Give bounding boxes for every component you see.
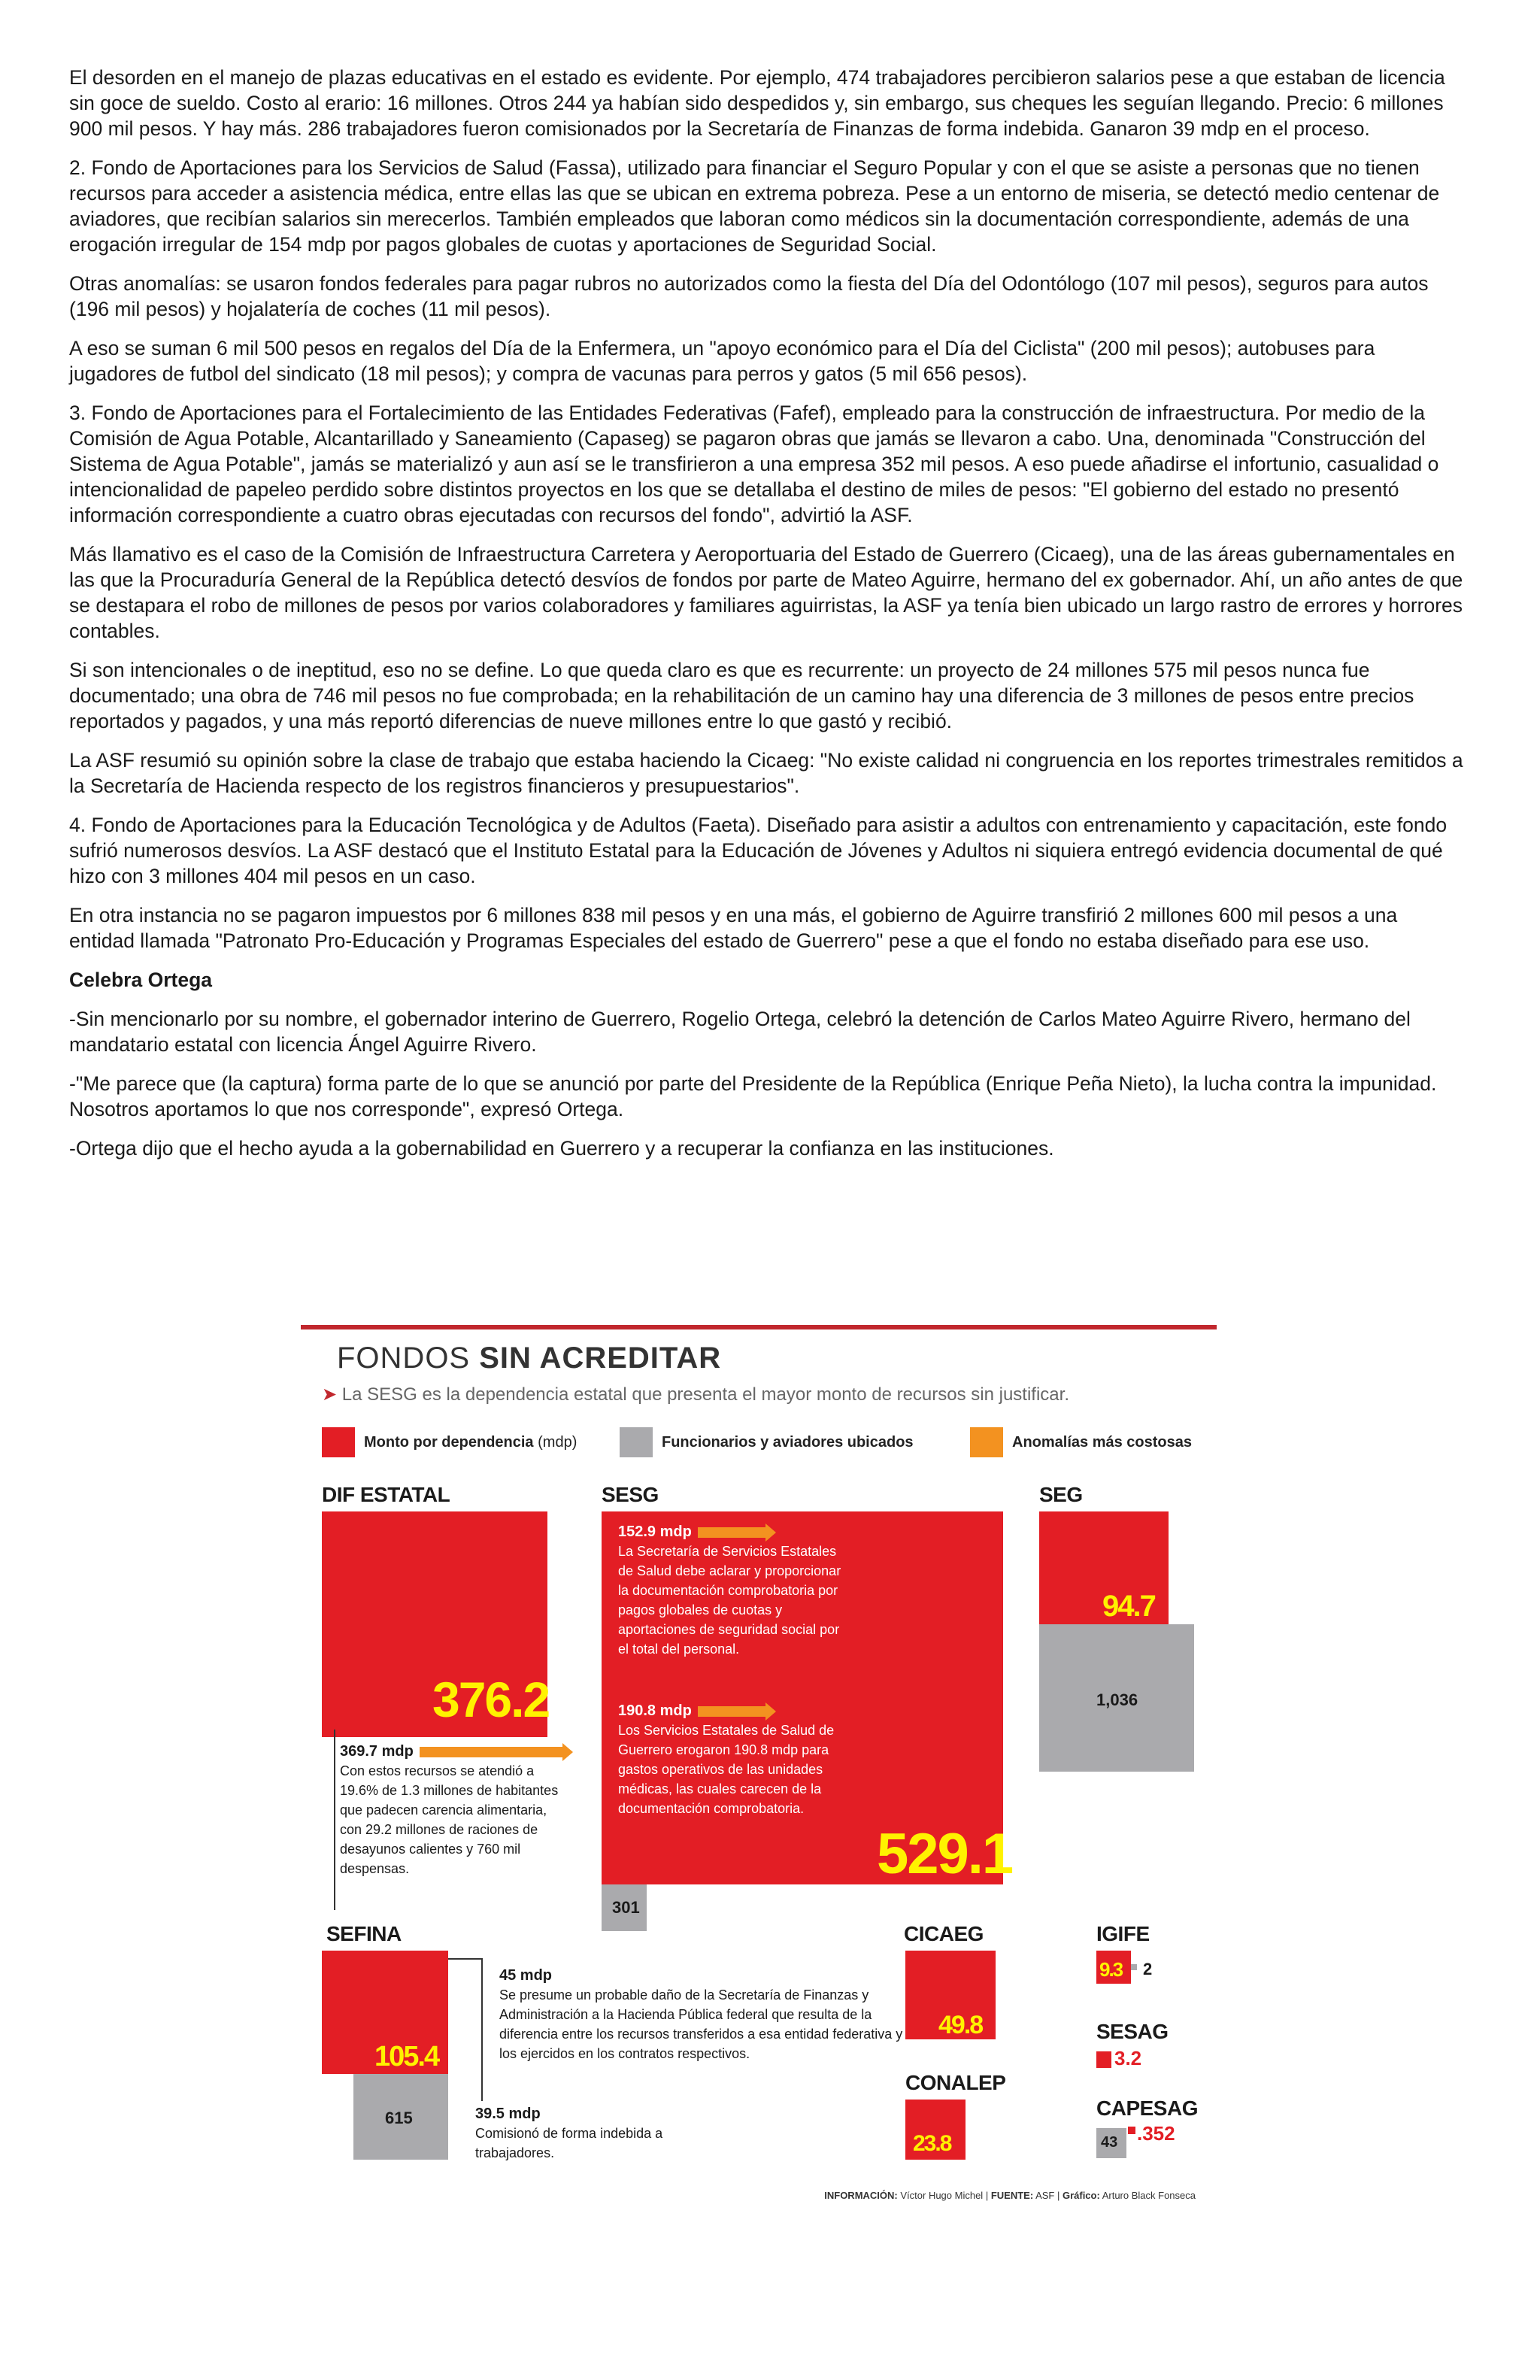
article-paragraph: -"Me parece que (la captura) forma parte de lo que se anunció por parte del Presidente de la República (Enrique Peña Nieto), la lucha contra la impunidad. Nosotros aportamos lo que nos corresponde", expresó Ortega. (69, 1072, 1437, 1120)
credits: INFORMACIÓN: Víctor Hugo Michel | FUENTE: ASF | Gráfico: Arturo Black Fonseca (824, 2190, 1196, 2201)
label-capesag: CAPESAG (1096, 2097, 1198, 2120)
legend-swatch-orange (970, 1427, 1003, 1457)
orange-arrow-icon (698, 1527, 765, 1538)
article-paragraph: 3. Fondo de Aportaciones para el Fortalecimiento de las Entidades Federativas (Fafef), empleado para la construcción de infraestructura. Por medio de la Comisión de Agua Potable, Alcantarillado y Saneamiento (Capaseg) se pagaron obras que jamás se llevaron a cabo. Una, denominada "Construcción del Sistema de Agua Potable", jamás se materializó y aun así se le transfirieron a una empresa 352 mil pesos. A eso puede añadirse el infortunio, casualidad o intencionalidad de papeleo perdido sobre distintos proyectos en los que se detallaba el destino de miles de pesos: "El gobierno del estado no presentó información correspondiente a cuatro obras ejecutadas con recursos del fondo", advirtió la ASF. (69, 402, 1439, 526)
value-sesg-officials: 301 (612, 1898, 640, 1917)
callout-line (448, 1958, 481, 1960)
article-body (69, 65, 1466, 1175)
label-conalep: CONALEP (905, 2071, 1006, 2094)
article-paragraph: Más llamativo es el caso de la Comisión de Infraestructura Carretera y Aeroportuaria del Estado de Guerrero (Cicaeg), una de las áreas gubernamentales en las que la Procuraduría General de la República detectó desvíos de fondos por parte de Mateo Aguirre, hermano del ex gobernador. Ahí, un año antes de que se destapara el robo de millones de pesos por varios colaboradores y familiares aguirristas, la ASF ya tenía bien ubicado un largo rastro de errores y horrores contables. (69, 543, 1463, 642)
value-capesag-amount: .352 (1137, 2122, 1175, 2145)
legend-swatch-red (322, 1427, 355, 1457)
label-sefina: SEFINA (326, 1922, 402, 1945)
article-paragraph: 2. Fondo de Aportaciones para los Servicios de Salud (Fassa), utilizado para financiar el Seguro Popular y con el que se asiste a personas que no tienen recursos para acceder a asistencia médica, entre ellas las que se ubican en extrema pobreza. Pese a un entorno de miseria, se detectó medio centenar de aviadores, que recibían salarios sin merecerlos. También empleados que laboran como médicos sin la documentación correspondiente, además de una erogación irregular de 154 mdp por pagos globales de cuotas y aportaciones de Seguridad Social. (69, 156, 1440, 256)
bar-capesag-amount (1128, 2127, 1135, 2134)
label-cicaeg: CICAEG (904, 1922, 984, 1945)
label-seg: SEG (1039, 1483, 1083, 1506)
value-igife-officials: 2 (1143, 1960, 1153, 1978)
annotation-sesg-2: 190.8 mdp Los Servicios Estatales de Salud de Guerrero erogaron 190.8 mdp para gastos operativos de las unidades médicas, las cuales carecen de la documentación comprobatoria. (618, 1702, 835, 1816)
top-rule (301, 1325, 1217, 1329)
infographic-title: FONDOS SIN ACREDITAR (337, 1342, 722, 1375)
article-paragraph: A eso se suman 6 mil 500 pesos en regalos del Día de la Enfermera, un "apoyo económico para el Día del Ciclista" (200 mil pesos); autobuses para jugadores de futbol del sindicato (18 mil pesos); y compra de vacunas para perros y gatos (5 mil 656 pesos). (69, 337, 1375, 385)
article-paragraph: -Sin mencionarlo por su nombre, el gobernador interino de Guerrero, Rogelio Ortega, celebró la detención de Carlos Mateo Aguirre Rivero, hermano del mandatario estatal con licencia Ángel Aguirre Rivero. (69, 1008, 1411, 1056)
value-sesag-amount: 3.2 (1114, 2047, 1142, 2069)
orange-arrow-icon (698, 1706, 765, 1717)
legend-swatch-gray (620, 1427, 653, 1457)
label-dif-estatal: DIF ESTATAL (322, 1483, 450, 1506)
value-sefina-amount: 105.4 (374, 2041, 439, 2072)
orange-arrow-icon (420, 1747, 562, 1757)
annotation-sefina-1: 45 mdp Se presume un probable daño de la Secretaría de Finanzas y Administración a la Hacienda Pública federal que resulta de la diferencia entre los recursos transferidos a esa entidad federativa y los ejercidos en los contratos respectivos. (499, 1967, 903, 2061)
legend-item-officials: Funcionarios y aviadores ubicados (620, 1427, 914, 1457)
value-conalep-amount: 23.8 (913, 2131, 951, 2156)
value-seg-officials: 1,036 (1096, 1690, 1138, 1709)
article-subhead: Celebra Ortega (69, 969, 212, 991)
bar-igife-officials (1131, 1964, 1137, 1970)
value-seg-amount: 94.7 (1102, 1590, 1155, 1623)
annotation-sefina-2: 39.5 mdp Comisionó de forma indebida a trabajadores. (475, 2106, 663, 2160)
legend-item-amount: Monto por dependencia (mdp) (322, 1427, 577, 1457)
label-sesg: SESG (602, 1483, 659, 1506)
article-paragraph: La ASF resumió su opinión sobre la clase de trabajo que estaba haciendo la Cicaeg: "No existe calidad ni congruencia en los reportes trimestrales remitidos a la Secretaría de Hacienda respecto de los registros financieros y presupuestarios". (69, 749, 1463, 797)
article-paragraph: En otra instancia no se pagaron impuestos por 6 millones 838 mil pesos y en una más, el gobierno de Aguirre transfirió 2 millones 600 mil pesos a una entidad llamada "Patronato Pro-Educación y Programas Especiales del estado de Guerrero" pese a que el fondo no estaba diseñado para ese uso. (69, 904, 1398, 952)
article-paragraph: 4. Fondo de Aportaciones para la Educación Tecnológica y de Adultos (Faeta). Diseñado para asistir a adultos con entrenamiento y capacitación, este fondo sufrió numerosos desvíos. La ASF destacó que el Instituto Estatal para la Educación de Jóvenes y Adultos ni siquiera entregó evidencia documental de qué hizo con 3 millones 404 mil pesos en un caso. (69, 814, 1448, 887)
label-sesag: SESAG (1096, 2020, 1169, 2043)
value-cicaeg-amount: 49.8 (938, 2011, 983, 2039)
value-dif-amount: 376.2 (432, 1672, 550, 1727)
article-paragraph: El desorden en el manejo de plazas educativas en el estado es evidente. Por ejemplo, 474 trabajadores percibieron salarios pese a que estaban de licencia sin goce de sueldo. Costo al erario: 16 millones. Otros 244 ya habían sido despedidos y, sin embargo, sus cheques les seguían llegando. Precio: 6 millones 900 mil pesos. Y hay más. 286 trabajadores fueron comisionados por la Secretaría de Finanzas de forma indebida. Ganaron 39 mdp en el proceso. (69, 66, 1445, 140)
callout-line (334, 1730, 335, 1910)
arrow-icon: ➤ (322, 1384, 338, 1405)
infographic-subtitle: ➤ La SESG es la dependencia estatal que presenta el mayor monto de recursos sin justificar. (322, 1384, 1069, 1405)
annotation-sesg-1: 152.9 mdp La Secretaría de Servicios Estatales de Salud debe aclarar y proporcionar la documentación comprobatoria por pagos globales de cuotas y aportaciones de seguridad social por el total del personal. (618, 1524, 841, 1657)
bar-sesag-amount (1096, 2051, 1111, 2068)
value-sesg-amount: 529.1 (877, 1822, 1013, 1886)
legend-item-anomalies: Anomalías más costosas (970, 1427, 1192, 1457)
annotation-dif: 369.7 mdp Con estos recursos se atendió a 19.6% de 1.3 millones de habitantes que padecen carencia alimentaria, con 29.2 millones de raciones de desayunos calientes y 760 mil despensas. (340, 1742, 565, 1878)
callout-line (481, 1958, 483, 2101)
value-capesag-officials: 43 (1101, 2134, 1118, 2151)
article-paragraph: -Ortega dijo que el hecho ayuda a la gobernabilidad en Guerrero y a recuperar la confianza en las instituciones. (69, 1137, 1054, 1160)
article-paragraph: Si son intencionales o de ineptitud, eso no se define. Lo que queda claro es que es recurrente: un proyecto de 24 millones 575 mil pesos nunca fue documentado; una obra de 746 mil pesos no fue comprobada; en la rehabilitación de un camino hay una diferencia de 3 millones de pesos entre precios reportados y pagados, y una más reportó diferencias de nueve millones entre lo que gastó y recibió. (69, 659, 1414, 732)
infographic (301, 1325, 1217, 2212)
value-sefina-officials: 615 (385, 2109, 413, 2127)
article-paragraph: Otras anomalías: se usaron fondos federales para pagar rubros no autorizados como la fiesta del Día del Odontólogo (107 mil pesos), seguros para autos (196 mil pesos) y hojalatería de coches (11 mil pesos). (69, 272, 1429, 320)
label-igife: IGIFE (1096, 1922, 1150, 1945)
value-igife-amount: 9.3 (1099, 1958, 1123, 1981)
